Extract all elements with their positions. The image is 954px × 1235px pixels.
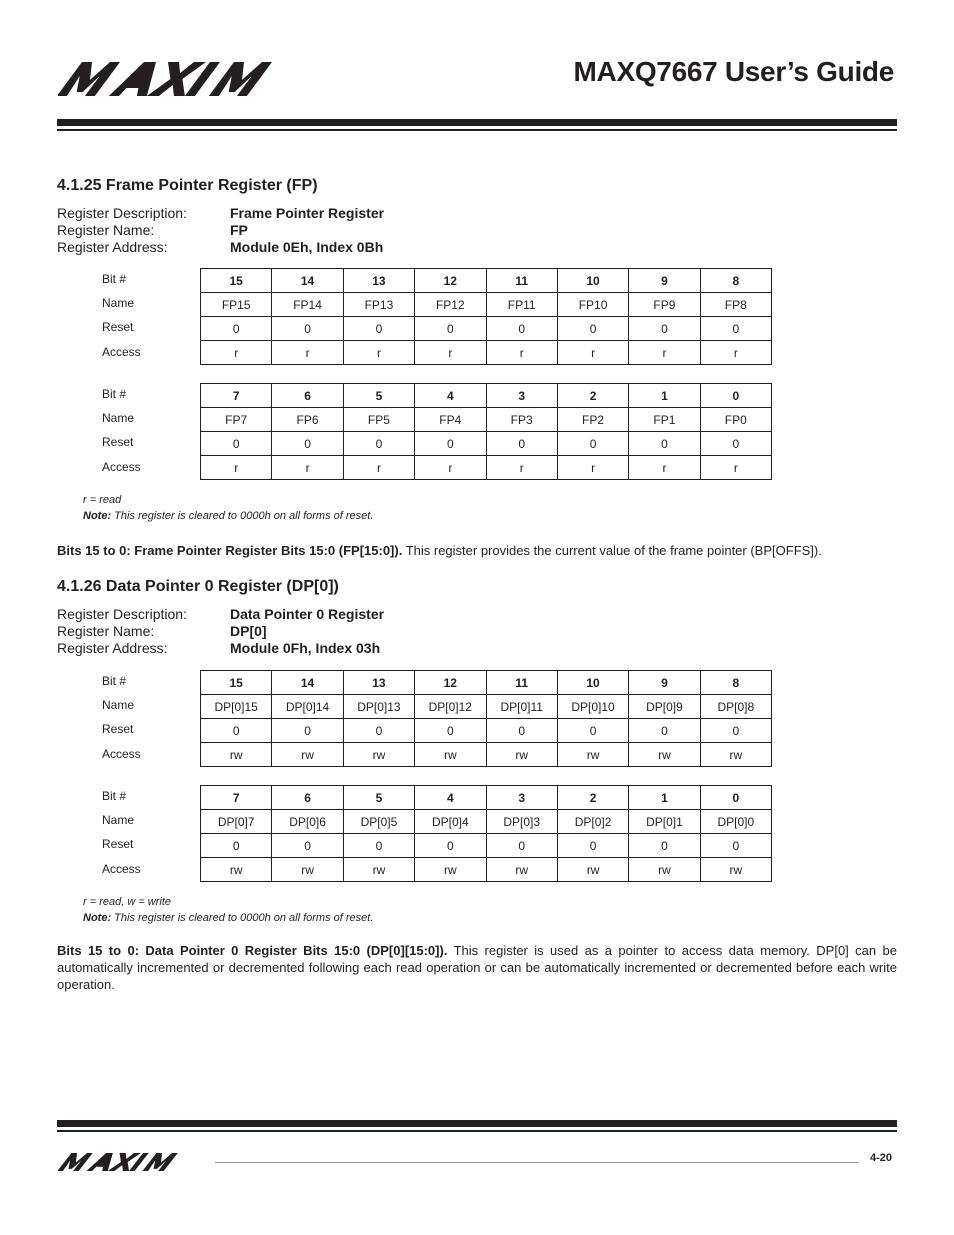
access-cell: rw — [629, 858, 700, 882]
access-cell: rw — [415, 858, 486, 882]
reset-value-cell: 0 — [557, 432, 628, 456]
row-label-name: Name — [102, 813, 135, 827]
row-label-bit: Bit # — [102, 272, 127, 286]
bit-name-cell: FP14 — [272, 293, 343, 317]
page-number: 4-20 — [869, 1152, 892, 1164]
access-cell: r — [272, 341, 343, 365]
bit-name-cell: FP10 — [557, 293, 628, 317]
bit-number-cell: 4 — [415, 786, 486, 810]
bit-name-cell: FP3 — [486, 408, 557, 432]
bit-name-cell: DP[0]9 — [629, 695, 700, 719]
bit-name-cell: DP[0]1 — [629, 810, 700, 834]
reset-value-cell: 0 — [629, 317, 700, 341]
row-label-reset: Reset — [102, 320, 134, 334]
bit-name-cell: DP[0]15 — [201, 695, 272, 719]
bit-number-cell: 11 — [486, 671, 557, 695]
bit-number-cell: 14 — [272, 269, 343, 293]
bit-number-cell: 6 — [272, 384, 343, 408]
access-cell: rw — [557, 743, 628, 767]
bit-number-cell: 8 — [700, 269, 771, 293]
register-row-names — [201, 293, 772, 317]
reset-value-cell: 0 — [415, 432, 486, 456]
bit-number-cell: 10 — [557, 269, 628, 293]
footer-rule — [57, 1120, 897, 1127]
meta-label: Register Address: — [57, 640, 168, 656]
header-rule-thin — [57, 129, 897, 131]
note-label: Note: — [83, 912, 112, 924]
bit-number-cell: 8 — [700, 671, 771, 695]
bit-name-cell: FP6 — [272, 408, 343, 432]
bit-name-cell: FP8 — [700, 293, 771, 317]
bit-number-cell: 9 — [629, 671, 700, 695]
footer-line — [215, 1162, 858, 1163]
footnotes — [83, 894, 373, 926]
bit-name-cell: DP[0]8 — [700, 695, 771, 719]
bit-name-cell: FP0 — [700, 408, 771, 432]
access-cell: rw — [343, 743, 414, 767]
meta-value: FP — [230, 222, 248, 238]
row-label-access: Access — [102, 345, 141, 359]
access-cell: r — [343, 341, 414, 365]
bit-name-cell: DP[0]0 — [700, 810, 771, 834]
access-cell: r — [557, 341, 628, 365]
meta-label: Register Description: — [57, 606, 187, 622]
reset-note — [83, 910, 373, 926]
meta-label: Register Description: — [57, 205, 187, 221]
access-cell: r — [486, 456, 557, 480]
reset-value-cell: 0 — [486, 719, 557, 743]
reset-value-cell: 0 — [557, 317, 628, 341]
bit-number-cell: 11 — [486, 269, 557, 293]
bit-name-cell: FP7 — [201, 408, 272, 432]
access-cell: r — [700, 341, 771, 365]
row-label-bit: Bit # — [102, 674, 127, 688]
access-cell: rw — [557, 858, 628, 882]
bit-name-cell: DP[0]3 — [486, 810, 557, 834]
access-cell: r — [201, 341, 272, 365]
reset-value-cell: 0 — [700, 719, 771, 743]
row-label-access: Access — [102, 862, 141, 876]
register-row-bits — [201, 671, 772, 695]
bit-number-cell: 0 — [700, 786, 771, 810]
access-cell: rw — [700, 858, 771, 882]
access-cell: r — [486, 341, 557, 365]
reset-value-cell: 0 — [272, 719, 343, 743]
meta-value: DP[0] — [230, 623, 267, 639]
reset-value-cell: 0 — [201, 719, 272, 743]
register-row-reset — [201, 432, 772, 456]
bit-number-cell: 1 — [629, 384, 700, 408]
reset-value-cell: 0 — [201, 834, 272, 858]
logo-text: MAXIM — [58, 62, 62, 63]
bit-number-cell: 0 — [700, 384, 771, 408]
access-legend: r = read, w = write — [83, 896, 172, 908]
register-row-access — [201, 456, 772, 480]
access-cell: rw — [201, 858, 272, 882]
footnotes — [83, 492, 373, 524]
reset-value-cell: 0 — [486, 834, 557, 858]
bit-description-text: This register provides the current value of the frame pointer (BP[OFFS]). — [402, 543, 822, 558]
bit-number-cell: 4 — [415, 384, 486, 408]
bit-number-cell: 15 — [201, 671, 272, 695]
footer-rule-thin — [57, 1130, 897, 1132]
header-rule — [57, 119, 897, 126]
reset-value-cell: 0 — [201, 317, 272, 341]
bit-number-cell: 7 — [201, 384, 272, 408]
bit-number-cell: 14 — [272, 671, 343, 695]
register-row-bits — [201, 384, 772, 408]
reset-value-cell: 0 — [272, 834, 343, 858]
register-table — [200, 670, 772, 767]
register-meta-dp0 — [57, 606, 384, 657]
row-label-access: Access — [102, 460, 141, 474]
bit-name-cell: FP4 — [415, 408, 486, 432]
reset-value-cell: 0 — [343, 432, 414, 456]
meta-label: Register Name: — [57, 222, 155, 238]
access-cell: r — [700, 456, 771, 480]
reset-value-cell: 0 — [415, 317, 486, 341]
bit-name-cell: DP[0]5 — [343, 810, 414, 834]
meta-value: Frame Pointer Register — [230, 205, 385, 221]
bit-name-cell: FP1 — [629, 408, 700, 432]
bit-number-cell: 13 — [343, 269, 414, 293]
bit-number-cell: 12 — [415, 671, 486, 695]
reset-value-cell: 0 — [343, 719, 414, 743]
register-table — [200, 785, 772, 882]
access-cell: rw — [629, 743, 700, 767]
row-label-name: Name — [102, 698, 135, 712]
row-label-reset: Reset — [102, 722, 134, 736]
register-meta-fp — [57, 205, 384, 256]
bit-number-cell: 2 — [557, 384, 628, 408]
access-cell: r — [272, 456, 343, 480]
note-text: This register is cleared to 0000h on all forms of reset. — [111, 912, 374, 924]
access-cell: r — [343, 456, 414, 480]
row-label-name: Name — [102, 411, 135, 425]
access-cell: rw — [486, 743, 557, 767]
access-cell: r — [415, 341, 486, 365]
register-row-names — [201, 695, 772, 719]
access-cell: r — [629, 341, 700, 365]
maxim-logo — [58, 62, 326, 96]
bit-name-cell: FP11 — [486, 293, 557, 317]
reset-value-cell: 0 — [272, 317, 343, 341]
access-cell: r — [629, 456, 700, 480]
bit-name-cell: DP[0]12 — [415, 695, 486, 719]
document-title: MAXQ7667 User’s Guide — [573, 56, 894, 87]
register-row-names — [201, 408, 772, 432]
bit-number-cell: 9 — [629, 269, 700, 293]
note-text: This register is cleared to 0000h on all forms of reset. — [111, 510, 374, 522]
bit-name-cell: FP2 — [557, 408, 628, 432]
bit-number-cell: 6 — [272, 786, 343, 810]
meta-value: Module 0Eh, Index 0Bh — [230, 239, 384, 255]
reset-value-cell: 0 — [272, 432, 343, 456]
register-row-reset — [201, 317, 772, 341]
bit-description — [57, 542, 897, 559]
access-cell: rw — [343, 858, 414, 882]
access-cell: r — [557, 456, 628, 480]
register-row-access — [201, 858, 772, 882]
reset-value-cell: 0 — [629, 719, 700, 743]
reset-note — [83, 508, 373, 524]
bit-number-cell: 3 — [486, 384, 557, 408]
bit-number-cell: 5 — [343, 786, 414, 810]
bit-description-title: Bits 15 to 0: Frame Pointer Register Bits 15:0 (FP[15:0]). — [57, 543, 403, 558]
access-cell: rw — [272, 858, 343, 882]
bit-name-cell: DP[0]6 — [272, 810, 343, 834]
bit-name-cell: DP[0]13 — [343, 695, 414, 719]
bit-name-cell: DP[0]10 — [557, 695, 628, 719]
reset-value-cell: 0 — [343, 317, 414, 341]
bit-description-text: This register is used as a pointer to access data memory. DP[0] can be automatically incremented or decremented following each read operation or can be automatically incremented or decremented before each write operation. — [57, 943, 897, 992]
section-heading-fp: 4.1.25 Frame Pointer Register (FP) — [57, 177, 318, 194]
bit-description — [57, 942, 897, 993]
access-cell: rw — [272, 743, 343, 767]
register-table — [200, 268, 772, 365]
reset-value-cell: 0 — [629, 834, 700, 858]
bit-number-cell: 1 — [629, 786, 700, 810]
row-label-access: Access — [102, 747, 141, 761]
reset-value-cell: 0 — [700, 432, 771, 456]
access-cell: r — [415, 456, 486, 480]
bit-number-cell: 5 — [343, 384, 414, 408]
bit-number-cell: 7 — [201, 786, 272, 810]
bit-name-cell: DP[0]7 — [201, 810, 272, 834]
register-row-bits — [201, 269, 772, 293]
reset-value-cell: 0 — [486, 432, 557, 456]
meta-label: Register Name: — [57, 623, 155, 639]
bit-number-cell: 12 — [415, 269, 486, 293]
bit-name-cell: DP[0]4 — [415, 810, 486, 834]
bit-name-cell: DP[0]11 — [486, 695, 557, 719]
bit-name-cell: FP12 — [415, 293, 486, 317]
register-row-bits — [201, 786, 772, 810]
bit-description-title: Bits 15 to 0: Data Pointer 0 Register Bits 15:0 (DP[0][15:0]). — [57, 943, 448, 958]
bit-name-cell: DP[0]2 — [557, 810, 628, 834]
bit-name-cell: DP[0]14 — [272, 695, 343, 719]
register-row-access — [201, 341, 772, 365]
reset-value-cell: 0 — [557, 834, 628, 858]
meta-label: Register Address: — [57, 239, 168, 255]
note-label: Note: — [83, 510, 112, 522]
register-row-names — [201, 810, 772, 834]
reset-value-cell: 0 — [629, 432, 700, 456]
maxim-footer-logo — [58, 1153, 208, 1171]
section-heading-dp0: 4.1.26 Data Pointer 0 Register (DP[0]) — [57, 578, 339, 595]
meta-value: Module 0Fh, Index 03h — [230, 640, 381, 656]
reset-value-cell: 0 — [415, 834, 486, 858]
access-legend: r = read — [83, 494, 122, 506]
row-label-reset: Reset — [102, 435, 134, 449]
access-cell: rw — [700, 743, 771, 767]
access-cell: rw — [201, 743, 272, 767]
bit-name-cell: FP5 — [343, 408, 414, 432]
register-row-reset — [201, 834, 772, 858]
access-cell: rw — [486, 858, 557, 882]
bit-name-cell: FP9 — [629, 293, 700, 317]
access-cell: r — [201, 456, 272, 480]
reset-value-cell: 0 — [415, 719, 486, 743]
bit-number-cell: 10 — [557, 671, 628, 695]
row-label-reset: Reset — [102, 837, 134, 851]
access-cell: rw — [415, 743, 486, 767]
reset-value-cell: 0 — [557, 719, 628, 743]
meta-value: Data Pointer 0 Register — [230, 606, 385, 622]
bit-name-cell: FP15 — [201, 293, 272, 317]
bit-number-cell: 2 — [557, 786, 628, 810]
register-row-reset — [201, 719, 772, 743]
bit-name-cell: FP13 — [343, 293, 414, 317]
bit-number-cell: 13 — [343, 671, 414, 695]
reset-value-cell: 0 — [201, 432, 272, 456]
reset-value-cell: 0 — [700, 317, 771, 341]
bit-number-cell: 15 — [201, 269, 272, 293]
row-label-bit: Bit # — [102, 387, 127, 401]
row-label-name: Name — [102, 296, 135, 310]
register-table — [200, 383, 772, 480]
reset-value-cell: 0 — [486, 317, 557, 341]
reset-value-cell: 0 — [343, 834, 414, 858]
row-label-bit: Bit # — [102, 789, 127, 803]
reset-value-cell: 0 — [700, 834, 771, 858]
bit-number-cell: 3 — [486, 786, 557, 810]
register-row-access — [201, 743, 772, 767]
